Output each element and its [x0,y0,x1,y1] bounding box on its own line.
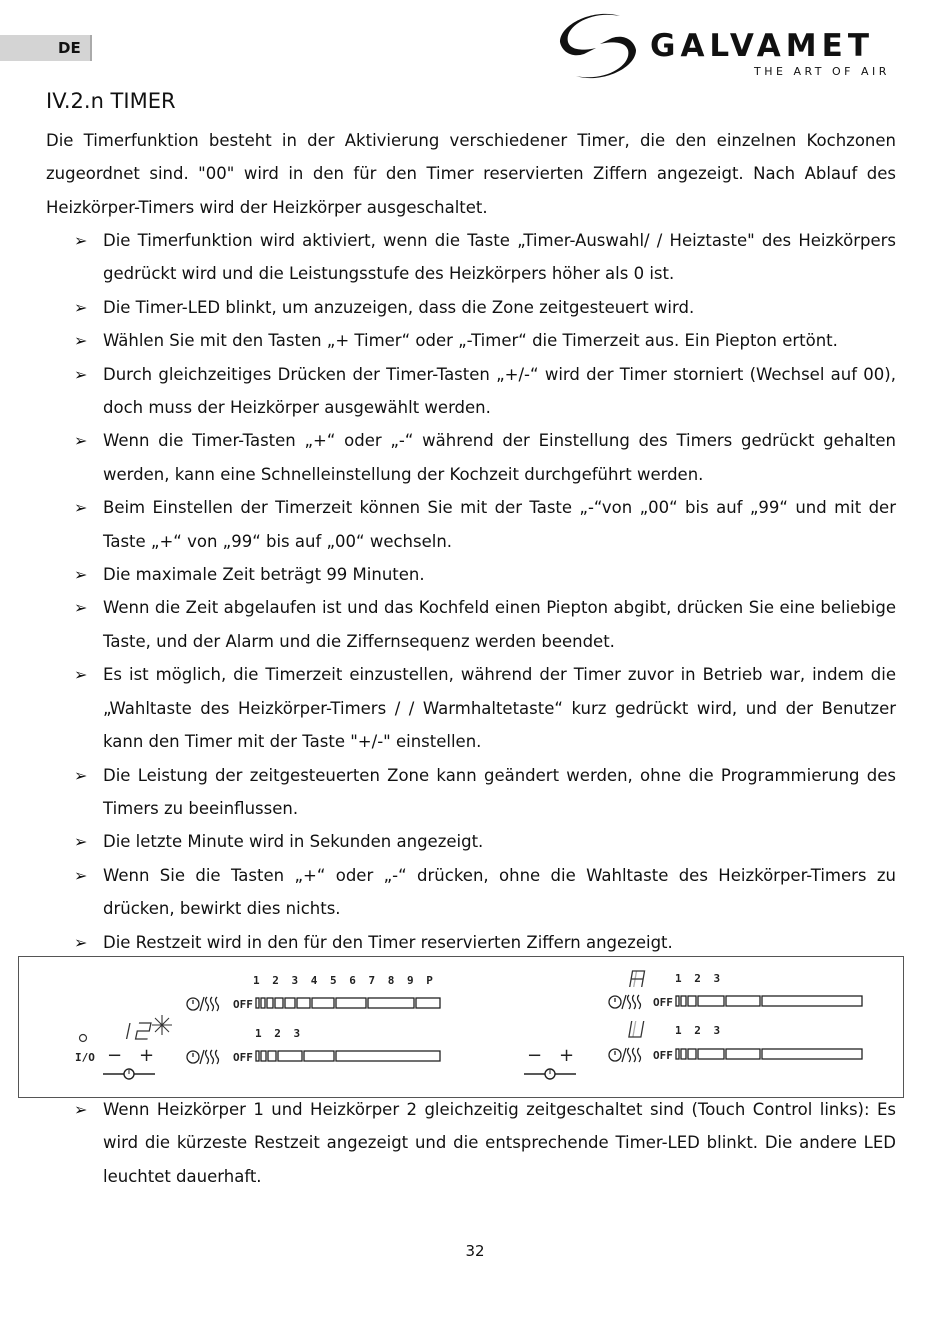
zone3-power-bars[interactable] [676,996,862,1006]
zone3-scale: 1 2 3 [675,972,724,985]
zone2-power-bars[interactable] [256,1051,440,1061]
bullet-text: Durch gleichzeitiges Drücken der Timer-Tasten „+/-“ wird der Timer storniert (Wechsel auf 00), doch muss der Heizkörper ausgewählt werden. [103,364,896,418]
intro-paragraph: Die Timerfunktion besteht in der Aktivierung verschiedener Timer, die den einzelnen Kochzonen zugeordnet sind. "00" wird in den für den Timer reservierten Ziffern angezeigt. Nach Ablauf des Heizkörper-Timers wird der Heizkörper ausgeschaltet. [46,131,896,217]
zone2-timer-heat-icon[interactable] [187,1050,219,1064]
zone1-power-bars[interactable] [256,998,440,1008]
bullet-text: Es ist möglich, die Timerzeit einzustellen, während der Timer zuvor in Betrieb war, indem die „Wahltaste des Heizkörper-Timers / / Warmhaltetaste“ kurz gedrückt wird, und der Benutzer kann den Timer mit der Taste "+/-" einstellen. [103,665,896,752]
bullet-text: Wenn die Timer-Tasten „+“ oder „-“ während der Einstellung des Timers gedrückt gehalten werden, kann eine Schnelleinstellung der Kochzeit durchgeführt werden. [103,431,896,484]
bullet-item [46,825,896,858]
bullet-arrow-icon: ➢ [74,498,88,518]
bullet-arrow-icon: ➢ [74,932,88,952]
right-top-digit-display [630,971,645,987]
page-number: 32 [465,1242,485,1260]
control-panel-diagram [18,956,904,1098]
bullet-item [46,424,896,491]
zone1-controls [187,974,440,1011]
left-minus-button[interactable]: − [107,1045,123,1066]
power-indicator-icon [80,1035,87,1042]
left-digit-display [127,1023,151,1039]
bullet-item [46,926,896,959]
bullet-arrow-icon: ➢ [74,598,88,618]
bullet-item [46,224,896,291]
bullet-item [46,591,896,658]
bullet-item [46,291,896,324]
left-timer-icon[interactable] [103,1069,155,1079]
zone4-off-label: OFF [653,1049,673,1062]
bullet-arrow-icon: ➢ [74,832,88,852]
zone2-controls [187,1027,440,1064]
bullet-text: Die letzte Minute wird in Sekunden angezeigt. [103,832,484,852]
bullet-arrow-icon: ➢ [74,331,88,351]
section-title: IV.2.n TIMER [46,89,176,113]
bullet-item [46,1093,896,1193]
zone2-off-label: OFF [233,1051,253,1064]
zone4-scale: 1 2 3 [675,1024,724,1037]
bullet-text: Wenn Sie die Tasten „+“ oder „-“ drücken, ohne die Wahltaste des Heizkörper-Timers zu drücken, bewirkt dies nichts. [103,865,896,919]
bullet-text: Die maximale Zeit beträgt 99 Minuten. [103,565,425,585]
flash-indicator-icon [152,1015,172,1035]
bullet-text: Wählen Sie mit den Tasten „+ Timer“ oder „-Timer“ die Timerzeit aus. Ein Piepton ertönt. [103,331,838,351]
bullet-item [46,759,896,826]
bullet-text: Die Timerfunktion wird aktiviert, wenn die Taste „Timer-Auswahl/ / Heiztaste" des Heizkörpers gedrückt wird und die Leistungsstufe des Heizkörpers höher als 0 ist. [103,231,896,284]
bullet-text: Beim Einstellen der Timerzeit können Sie mit der Taste „-“von „00“ bis auf „99“ und mit der Taste „+“ von „99“ bis auf „00“ wechseln. [103,498,896,551]
zone4-power-bars[interactable] [676,1049,862,1059]
bullet-text: Die Leistung der zeitgesteuerten Zone kann geändert werden, ohne die Programmierung des Timers zu beeinflussen. [103,765,896,818]
bullet-item [46,491,896,558]
bullet-arrow-icon: ➢ [74,1100,88,1119]
right-timer-icon[interactable] [524,1069,576,1079]
language-tab [0,35,92,61]
zone2-scale: 1 2 3 [255,1027,304,1040]
bullet-arrow-icon: ➢ [74,231,88,250]
brand-tagline: THE ART OF AIR [754,65,890,78]
zone3-timer-heat-icon[interactable] [609,995,641,1009]
right-bottom-digit-display [629,1021,644,1037]
bullet-list [46,224,896,959]
bullet-arrow-icon: ➢ [74,765,88,785]
left-plus-button[interactable]: + [139,1045,155,1066]
bullet-item [46,558,896,591]
bullet-arrow-icon: ➢ [74,431,88,451]
bullet-arrow-icon: ➢ [74,565,88,585]
right-minus-button[interactable]: − [527,1045,543,1066]
bullet-item [46,658,896,758]
bullet-item [46,859,896,926]
bullet-text: Die Timer-LED blinkt, um anzuzeigen, dass die Zone zeitgesteuert wird. [103,297,695,317]
right-plus-button[interactable]: + [559,1045,575,1066]
zone3-controls [609,972,862,1009]
bullet-text: Wenn Heizkörper 1 und Heizkörper 2 gleichzeitig zeitgeschaltet sind (Touch Control links): Es wird die kürzeste Restzeit angezeigt und die entsprechende Timer-LED blinkt. Die andere LED leuchtet dauerhaft. [103,1100,896,1186]
zone3-off-label: OFF [653,996,673,1009]
zone1-off-label: OFF [233,998,253,1011]
zone4-timer-heat-icon[interactable] [609,1048,641,1062]
bullet-list-after-panel [46,1093,896,1193]
bullet-arrow-icon: ➢ [74,665,88,685]
bullet-text: Die Restzeit wird in den für den Timer reservierten Ziffern angezeigt. [103,932,673,952]
bullet-item [46,358,896,425]
brand-name: GALVAMET [650,28,874,64]
bullet-text: Wenn die Zeit abgelaufen ist und das Kochfeld einen Piepton abgibt, drücken Sie eine beliebige Taste, und der Alarm und die Ziffernsequenz werden beendet. [103,598,896,651]
bullet-arrow-icon: ➢ [74,865,88,885]
bullet-arrow-icon: ➢ [74,297,88,317]
control-panel-svg [19,957,905,1099]
zone1-scale: 1 2 3 4 5 6 7 8 9 P [253,974,436,987]
language-label: DE [58,39,81,57]
galvamet-swirl-icon [558,12,638,80]
brand-logo [558,12,898,80]
power-button-label[interactable]: I/O [75,1051,95,1064]
zone4-controls [609,1024,862,1062]
zone1-timer-heat-icon[interactable] [187,997,219,1011]
bullet-arrow-icon: ➢ [74,364,88,384]
bullet-item [46,324,896,357]
